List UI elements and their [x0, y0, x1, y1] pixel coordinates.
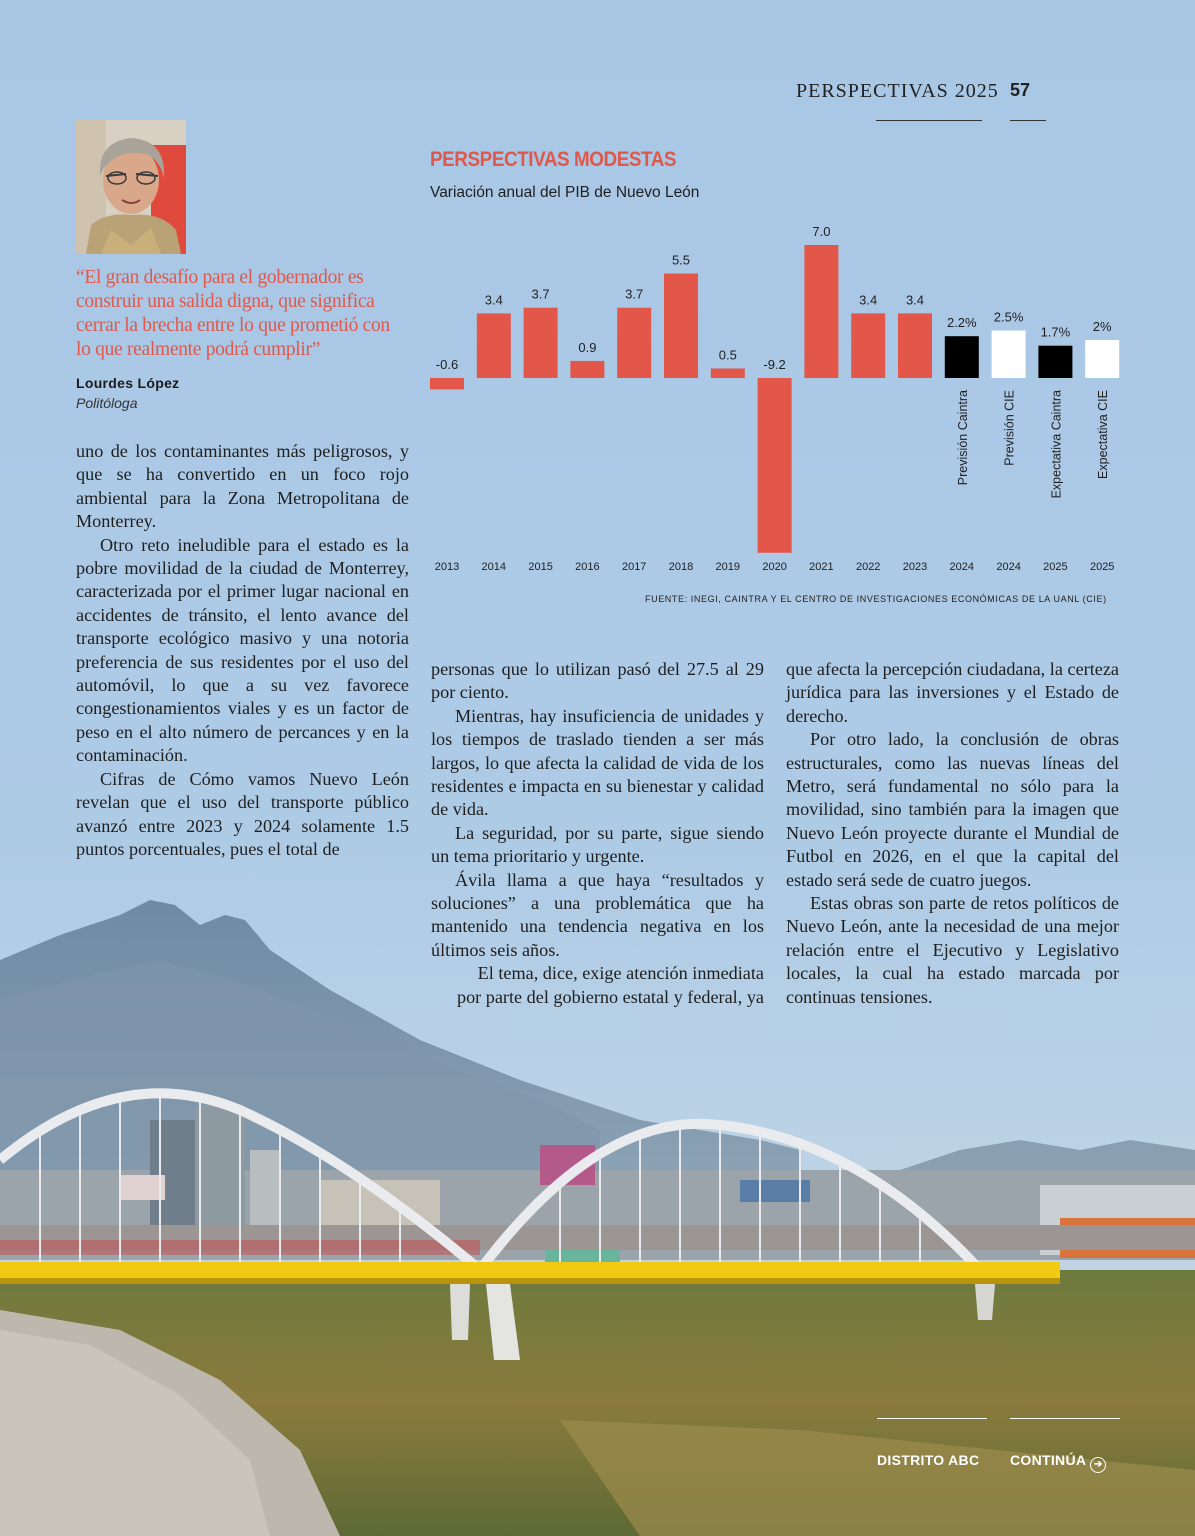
arrow-right-circle-icon: ➔ — [1090, 1457, 1106, 1473]
article-paragraph: uno de los contaminantes más peligrosos, y que se ha convertido en un foco rojo ambiental para la Zona Metropolitana de Monterrey. — [76, 441, 409, 532]
header-rule — [1010, 120, 1046, 121]
chart-category-label: 2018 — [668, 561, 694, 573]
chart-value-label: 3.4 — [859, 292, 878, 308]
article-paragraph: Por otro lado, la conclusión de obras estructurales, como las nuevas líneas del Metro, será fundamental no sólo para la movilidad, sino también para la imagen que Nuevo León proyecte durante el Mundial de Futbol en 2026, en el que la capital del estado será sede de cuatro juegos. — [786, 729, 1119, 890]
chart-category-label: 2019 — [715, 561, 741, 573]
chart-value-label: 7.0 — [812, 224, 831, 239]
article-paragraph: Cifras de Cómo vamos Nuevo León revelan que el uso del transporte público avanzó entre 2023 y 2024 solamente 1.5 puntos porcentuales, pues el total de — [76, 768, 409, 859]
article-column-3 — [786, 658, 1119, 1009]
chart-value-label: 3.7 — [625, 286, 644, 302]
continue-label: CONTINÚA — [1010, 1452, 1087, 1468]
article-paragraph: personas que lo utilizan pasó del 27.5 al 29 por ciento. — [431, 659, 764, 703]
chart-source: FUENTE: INEGI, CAINTRA Y EL CENTRO DE INVESTIGACIONES ECONÓMICAS DE LA UANL (CIE) — [645, 594, 1107, 604]
chart-bar-2024-11 — [945, 336, 979, 378]
section-title: PERSPECTIVAS 2025 — [796, 80, 999, 102]
chart-category-label: 2025 — [1043, 561, 1068, 573]
chart-value-label: 2% — [1092, 319, 1112, 334]
chart-category-label: 2014 — [481, 561, 507, 573]
chart-bar-annotation: Previsión CIE — [1002, 390, 1017, 466]
chart-category-label: 2023 — [902, 561, 928, 573]
footer-section-label: DISTRITO ABC — [877, 1452, 980, 1468]
footer-rule — [877, 1418, 987, 1419]
chart-bar-2014-1 — [477, 313, 511, 378]
chart-bar-2016-3 — [570, 361, 604, 378]
chart-category-label: 2024 — [949, 561, 975, 573]
chart-value-label: 0.5 — [718, 347, 737, 363]
chart-bar-annotation: Expectativa Caintra — [1049, 390, 1064, 499]
header-rule — [876, 120, 982, 121]
article-paragraph: que afecta la percepción ciudadana, la certeza jurídica para las inversiones y el Estado de derecho. — [786, 659, 1119, 726]
chart-bar-2015-2 — [524, 308, 558, 378]
article-paragraph: Otro reto ineludible para el estado es la pobre movilidad de la ciudad de Monterrey, caracterizada por el primer lugar nacional en accidentes de tránsito, el lento avance del transporte ecológico masivo y una notoria preferencia de sus residentes por el uso del automóvil, lo que a su vez favorece congestionamientos viales y es un factor de peso en el alto número de percances y en la contaminación. — [76, 534, 409, 766]
chart-bar-2024-12 — [992, 331, 1026, 379]
article-paragraph: Estas obras son parte de retos políticos de Nuevo León, ante la necesidad de una mejor relación entre el Ejecutivo y Legislativo locales, la cual ha estado marcada por continuas tensiones. — [786, 893, 1119, 1007]
continue-link[interactable] — [1010, 1452, 1106, 1473]
chart-title: PERSPECTIVAS MODESTAS — [430, 148, 677, 171]
chart-bar-2023-10 — [898, 313, 932, 378]
article-paragraph: Mientras, hay insuficiencia de unidades y los tiempos de traslado tienden a ser más largos, lo que afecta la calidad de vida de los residentes e impacta en su bienestar y calidad de vida. — [431, 705, 764, 820]
article-column-1 — [76, 440, 409, 861]
chart-bar-2021-8 — [804, 245, 838, 378]
chart-category-label: 2016 — [575, 561, 600, 573]
chart-bar-annotation: Previsión Caintra — [955, 390, 970, 486]
chart-bar-2025-14 — [1085, 340, 1119, 378]
quote-author: Lourdes López — [76, 375, 180, 391]
chart-bar-2017-4 — [617, 308, 651, 378]
article-column-2 — [431, 658, 764, 1009]
chart-value-label: -9.2 — [763, 357, 786, 372]
chart-value-label: 2.2% — [946, 315, 977, 331]
chart-category-label: 2015 — [528, 561, 553, 573]
article-paragraph: La seguridad, por su parte, sigue siendo un tema prioritario y urgente. — [431, 822, 764, 867]
article-paragraph: Ávila llama a que haya “resultados y soluciones” a una problemática que ha mantenido una tendencia negativa en los últimos seis años. — [431, 869, 764, 960]
chart-bar-2025-13 — [1038, 346, 1072, 378]
author-portrait — [76, 120, 186, 254]
chart-value-label: 3.4 — [905, 292, 925, 308]
chart-bar-2013-0 — [430, 378, 464, 389]
chart-subtitle: Variación anual del PIB de Nuevo León — [430, 184, 700, 201]
chart-category-label: 2025 — [1089, 561, 1115, 573]
chart-bar-2020-7 — [758, 378, 792, 553]
article-paragraph: El tema, dice, exige atención inmediata por parte del gobierno estatal y federal, ya — [456, 963, 764, 1007]
chart-bar-2018-5 — [664, 274, 698, 379]
chart-value-label: 5.5 — [671, 252, 691, 268]
chart-category-label: 2013 — [434, 561, 460, 573]
pull-quote: “El gran desafío para el gobernador es construir una salida digna, que significa cerrar la brecha entre lo que prometió con lo que realmente podrá cumplir” — [76, 267, 390, 360]
chart-bar-2019-6 — [711, 369, 745, 379]
chart-category-label: 2020 — [762, 561, 787, 573]
chart-value-label: 3.7 — [531, 286, 550, 302]
chart-category-label: 2024 — [996, 561, 1021, 573]
chart-value-label: 0.9 — [578, 339, 597, 355]
chart-value-label: 1.7% — [1040, 324, 1071, 340]
chart-category-label: 2017 — [621, 561, 647, 573]
chart-bar-2022-9 — [851, 313, 885, 378]
chart-bar-annotation: Expectativa CIE — [1096, 390, 1111, 479]
page-number: 57 — [1010, 80, 1031, 100]
page-header — [796, 80, 1046, 124]
chart-value-label: 2.5% — [993, 309, 1024, 325]
chart-value-label: -0.6 — [435, 357, 459, 372]
quote-author-role: Politóloga — [76, 395, 138, 411]
chart-category-label: 2021 — [809, 561, 834, 573]
gdp-bar-chart — [420, 210, 1140, 610]
chart-category-label: 2022 — [855, 561, 881, 573]
footer-rule — [1010, 1418, 1120, 1419]
chart-value-label: 3.4 — [484, 292, 503, 308]
